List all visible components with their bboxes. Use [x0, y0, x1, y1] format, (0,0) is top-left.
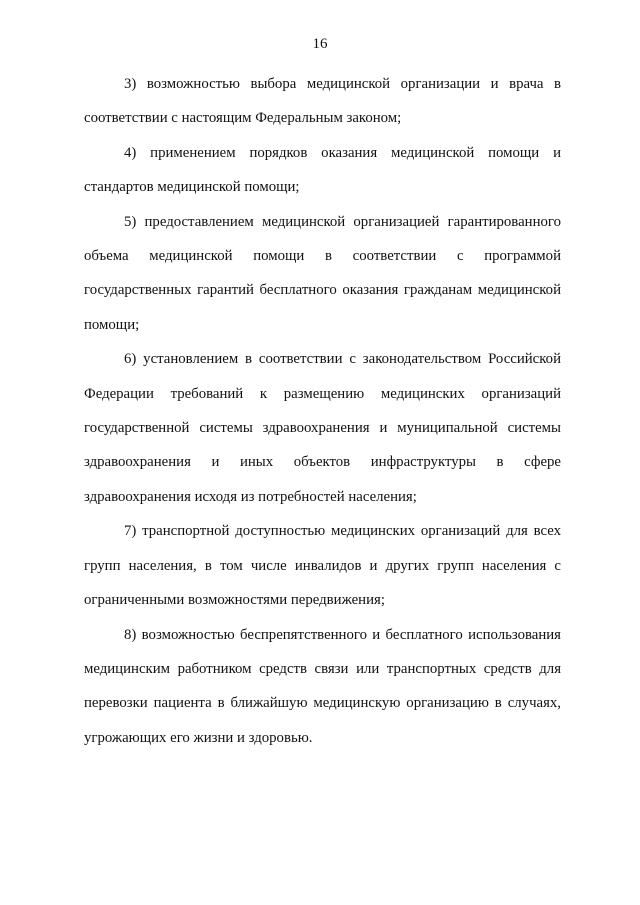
text-line: 7) транспортной доступностью медицинских организаций для всех — [124, 523, 561, 540]
text-line: объема медицинской помощи в соответствии с программой — [84, 248, 561, 265]
text-line: здравоохранения и иных объектов инфраструктуры в сфере — [84, 454, 561, 471]
text-line: соответствии с настоящим Федеральным законом; — [84, 110, 402, 127]
text-line: 4) применением порядков оказания медицинской помощи и — [124, 144, 561, 161]
text-line: 3) возможностью выбора медицинской организации и врача в — [124, 76, 561, 92]
text-line: 8) возможностью беспрепятственного и бесплатного использования — [124, 626, 561, 643]
text-line: перевозки пациента в ближайшую медицинскую организацию в случаях, — [84, 695, 561, 712]
text-line: медицинским работником средств связи или транспортных средств для — [84, 660, 561, 677]
text-line: групп населения, в том числе инвалидов и других групп населения с — [84, 557, 561, 574]
text-line: государственной системы здравоохранения и муниципальной системы — [84, 420, 561, 437]
text-line: ограниченными возможностями передвижения; — [84, 592, 385, 609]
paragraph-item-5 — [84, 205, 561, 343]
text-line: 6) установлением в соответствии с законодательством Российской — [124, 351, 561, 368]
text-line: угрожающих его жизни и здоровью. — [84, 729, 313, 746]
text-line: 5) предоставлением медицинской организацией гарантированного — [124, 213, 561, 230]
page-number: 16 — [312, 36, 328, 52]
text-line: здравоохранения исходя из потребностей населения; — [84, 488, 417, 505]
text-line: стандартов медицинской помощи; — [84, 179, 300, 196]
text-line: государственных гарантий бесплатного оказания гражданам медицинской — [84, 282, 561, 299]
paragraph-item-6 — [84, 342, 561, 514]
paragraph-item-8 — [84, 618, 561, 756]
paragraph-item-4 — [84, 136, 561, 205]
paragraph-item-3 — [84, 67, 561, 136]
text-line: Федерации требований к размещению медицинских организаций — [84, 385, 561, 402]
text-line: помощи; — [84, 316, 140, 333]
document-body — [84, 67, 561, 755]
paragraph-item-7 — [84, 514, 561, 617]
